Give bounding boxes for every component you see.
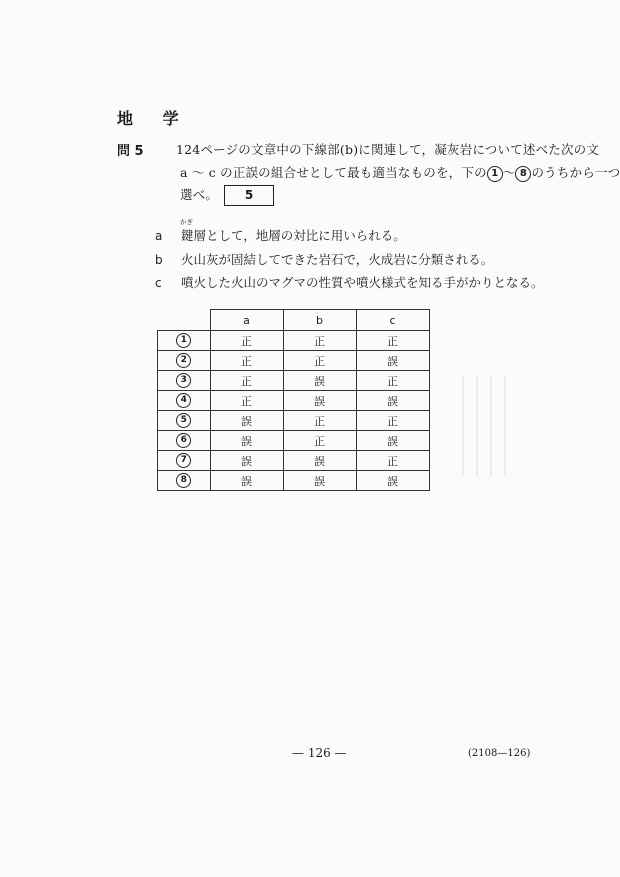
choice-number: 6	[176, 433, 191, 448]
choice-number: 2	[176, 353, 191, 368]
answer-table	[157, 309, 430, 491]
table-cell: 誤	[210, 471, 283, 491]
choice-number: 1	[176, 333, 191, 348]
choice-range-end: 8	[515, 166, 531, 182]
question-label: 問 5	[117, 144, 144, 159]
table-cell: 正	[210, 351, 283, 371]
ruby-base: 鍵	[181, 228, 194, 243]
ruby-reading: かぎ	[180, 218, 193, 226]
table-header: a	[210, 310, 283, 331]
table-cell: 誤	[210, 431, 283, 451]
choice-number: 5	[176, 413, 191, 428]
table-cell: 正	[210, 331, 283, 351]
table-cell: 正	[356, 371, 429, 391]
table-row	[158, 471, 430, 491]
row-number-cell	[158, 331, 211, 351]
table-row	[158, 451, 430, 471]
question-line-3-text: 選べ。	[180, 187, 219, 202]
choice-number: 7	[176, 453, 191, 468]
table-row	[158, 411, 430, 431]
row-number-cell	[158, 351, 211, 371]
table-row	[158, 391, 430, 411]
answer-box: 5	[224, 185, 274, 206]
table-row	[158, 371, 430, 391]
table-header: b	[283, 310, 356, 331]
table-cell: 誤	[283, 471, 356, 491]
table-cell: 正	[356, 451, 429, 471]
question-line-2-suffix: のうちから一つ	[531, 165, 620, 180]
row-number-cell	[158, 451, 211, 471]
table-cell: 正	[210, 371, 283, 391]
page-code: (2108—126)	[468, 748, 531, 759]
table-row	[158, 351, 430, 371]
table-corner-cell	[158, 310, 211, 331]
table-cell: 誤	[210, 411, 283, 431]
table-row	[158, 331, 430, 351]
choice-number: 3	[176, 373, 191, 388]
table-cell: 正	[283, 411, 356, 431]
table-cell: 誤	[356, 471, 429, 491]
table-cell: 正	[283, 351, 356, 371]
statement-text: 火山灰が固結してできた岩石で，火成岩に分類される。	[181, 252, 494, 267]
row-number-cell	[158, 431, 211, 451]
table-cell: 誤	[283, 391, 356, 411]
table-cell: 誤	[356, 351, 429, 371]
question-line-2-text: a ～ c の正誤の組合せとして最も適当なものを，下の	[180, 165, 487, 180]
table-cell: 正	[283, 431, 356, 451]
statement-a	[155, 218, 406, 244]
row-number-cell	[158, 471, 211, 491]
table-cell: 正	[356, 331, 429, 351]
choice-number: 4	[176, 393, 191, 408]
table-row	[158, 431, 430, 451]
choice-range-start: 1	[487, 166, 503, 182]
table-cell: 正	[210, 391, 283, 411]
table-header: c	[356, 310, 429, 331]
table-cell: 誤	[356, 431, 429, 451]
question-line-2	[180, 163, 620, 182]
scan-margin-lines	[462, 376, 506, 476]
row-number-cell	[158, 391, 211, 411]
statement-c	[155, 273, 544, 291]
ruby-word	[180, 218, 194, 244]
table-cell: 正	[356, 411, 429, 431]
row-number-cell	[158, 371, 211, 391]
question-line-3	[180, 185, 274, 206]
subject-title: 地 学	[117, 109, 191, 128]
question-line-1: 124ページの文章中の下線部(b)に関連して，凝灰岩について述べた次の文	[176, 142, 600, 157]
statement-text: 層として，地層の対比に用いられる。	[193, 228, 406, 243]
statement-key: c	[155, 276, 162, 290]
table-cell: 誤	[210, 451, 283, 471]
statement-text: 噴火した火山のマグマの性質や噴火様式を知る手がかりとなる。	[181, 275, 544, 290]
row-number-cell	[158, 411, 211, 431]
statement-key: a	[155, 229, 163, 243]
statement-key: b	[155, 253, 163, 267]
table-cell: 誤	[356, 391, 429, 411]
table-cell: 誤	[283, 371, 356, 391]
choice-range-separator: ～	[502, 165, 516, 180]
page-number: — 126 —	[292, 746, 347, 760]
choice-number: 8	[176, 473, 191, 488]
table-header-row	[158, 310, 430, 331]
statement-b	[155, 250, 493, 268]
table-cell: 正	[283, 331, 356, 351]
table-cell: 誤	[283, 451, 356, 471]
